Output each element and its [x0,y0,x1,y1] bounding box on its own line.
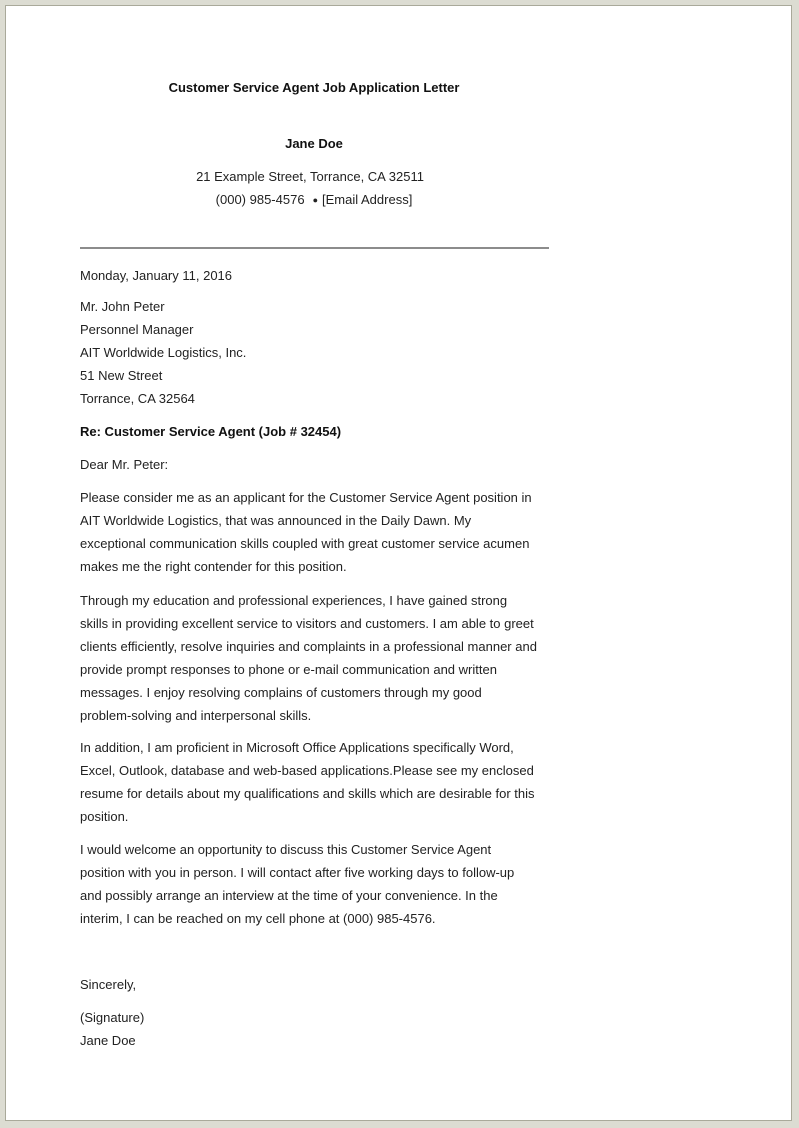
paragraph-line: exceptional communication skills coupled with great customer service acumen [80,536,530,551]
signoff-name: Jane Doe [80,1033,136,1048]
paragraph-line: position. [80,809,129,824]
paragraph-line: Through my education and professional experiences, I have gained strong [80,593,508,608]
closing: Sincerely, [80,977,137,992]
sender-name: Jane Doe [285,136,343,151]
paragraph-line: messages. I enjoy resolving complains of customers through my good [80,685,482,700]
paragraph-line: In addition, I am proficient in Microsoft Office Applications specifically Word, [80,740,514,755]
sender-phone: (000) 985-4576 [215,192,305,207]
paragraph-line: Please consider me as an applicant for the Customer Service Agent position in [80,490,532,505]
recipient-position: Personnel Manager [80,322,194,337]
signature-placeholder: (Signature) [80,1010,145,1025]
paragraph-line: skills in providing excellent service to visitors and customers. I am able to greet [80,616,534,631]
paragraph-3 [80,736,560,828]
recipient-company: AIT Worldwide Logistics, Inc. [80,345,247,360]
recipient-city: Torrance, CA 32564 [80,391,195,406]
paragraph-line: provide prompt responses to phone or e-mail communication and written [80,662,497,677]
salutation: Dear Mr. Peter: [80,457,169,472]
paragraph-line: clients efficiently, resolve inquiries and complaints in a professional manner and [80,639,537,654]
sender-email: [Email Address] [322,192,413,207]
sender-address: 21 Example Street, Torrance, CA 32511 [196,169,424,184]
paragraph-line: AIT Worldwide Logistics, that was announced in the Daily Dawn. My [80,513,472,528]
paragraph-4 [80,838,560,930]
document-title: Customer Service Agent Job Application Letter [168,80,460,95]
header-divider [80,247,549,249]
paragraph-2 [80,589,560,727]
recipient-name: Mr. John Peter [80,299,165,314]
paragraph-line: position with you in person. I will contact after five working days to follow-up [80,865,515,880]
paragraph-1 [80,486,560,578]
sender-contact [6,192,622,207]
paragraph-line: problem-solving and interpersonal skills. [80,708,312,723]
paragraph-line: interim, I can be reached on my cell phone at (000) 985-4576. [80,911,436,926]
paragraph-line: resume for details about my qualifications and skills which are desirable for this [80,786,535,801]
paragraph-line: makes me the right contender for this position. [80,559,347,574]
paragraph-line: I would welcome an opportunity to discuss this Customer Service Agent [80,842,492,857]
paragraph-line: and possibly arrange an interview at the time of your convenience. In the [80,888,498,903]
bullet-icon: ● [312,195,318,205]
subject-line: Re: Customer Service Agent (Job # 32454) [80,424,342,439]
paragraph-line: Excel, Outlook, database and web-based applications.Please see my enclosed [80,763,534,778]
letter-date: Monday, January 11, 2016 [80,268,233,283]
recipient-street: 51 New Street [80,368,163,383]
document-page [5,5,792,1121]
